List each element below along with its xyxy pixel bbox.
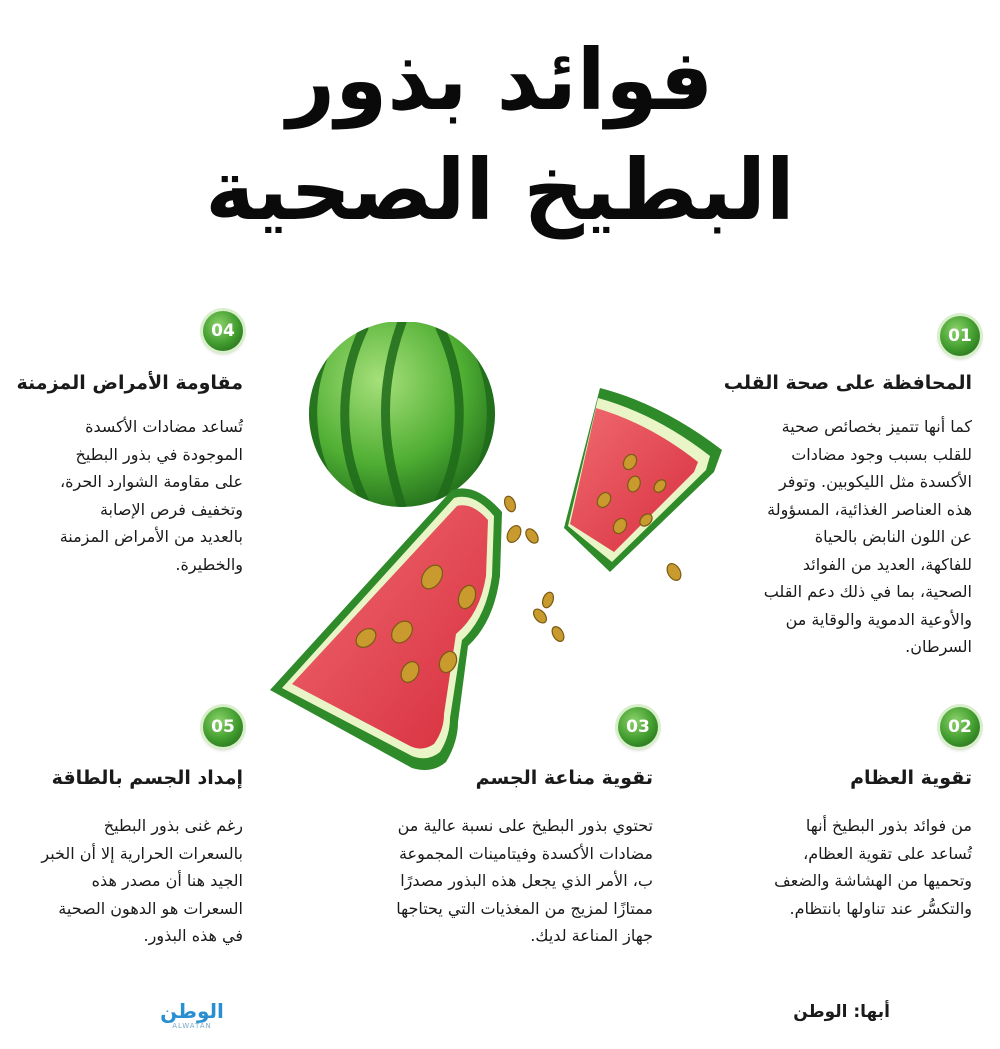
text-line: على مقاومة الشوارد الحرة، (59, 472, 243, 491)
text-line: تحتوي بذور البطيخ على نسبة عالية من (397, 816, 653, 835)
page-title-line-1: فوائد بذور (286, 31, 714, 129)
benefit-heading-04: مقاومة الأمراض المزمنة (16, 372, 243, 394)
text-line: جهاز المناعة لديك. (530, 926, 653, 945)
text-line: الأكسدة مثل الليكوبين. وتوفر (778, 472, 972, 491)
text-line: بالعديد من الأمراض المزمنة (59, 527, 243, 546)
benefit-badge-02: 02 (940, 707, 980, 747)
logo-arabic-text: الوطن (160, 999, 224, 1023)
text-line: والخطيرة. (175, 554, 243, 574)
text-line: هذه العناصر الغذائية، المسؤولة (767, 499, 972, 519)
text-line: كما أنها تتميز بخصائص صحية (781, 417, 972, 436)
text-line: وتخفيف فرص الإصابة (99, 499, 243, 519)
benefit-badge-01: 01 (940, 316, 980, 356)
small-slice-icon (564, 388, 722, 572)
source-credit: أبها: الوطن (793, 1002, 890, 1022)
text-line: والأوعية الدموية والوقاية من (785, 609, 972, 629)
text-line: والتكسُّر عند تناولها بانتظام. (789, 898, 972, 918)
page-title-line-2: البطيخ الصحية (205, 141, 795, 239)
text-line: السرطان. (905, 637, 972, 656)
text-line: تُساعد مضادات الأكسدة (85, 417, 243, 436)
benefit-text-03 (353, 812, 653, 950)
text-line: تُساعد على تقوية العظام، (803, 843, 972, 863)
alwatan-logo (160, 1000, 224, 1032)
large-slice-icon (270, 488, 502, 770)
benefit-text-05 (11, 812, 243, 950)
text-line: عن اللون النابض بالحياة (814, 527, 972, 546)
text-line: ممتازًا لمزيج من المغذيات التي يحتاجها (396, 898, 653, 918)
logo-latin-text: ALWATAN (172, 1022, 212, 1030)
text-line: الصحية، بما في ذلك دعم القلب (763, 582, 972, 601)
benefit-text-02 (722, 812, 972, 922)
text-line: مضادات الأكسدة وفيتامينات المجموعة (398, 843, 653, 863)
text-line: بالسعرات الحرارية إلا أن الخبر (41, 843, 243, 863)
text-line: السعرات هو الدهون الصحية (58, 898, 243, 918)
text-line: في هذه البذور. (143, 926, 243, 945)
watermelon-illustration (262, 322, 732, 792)
text-line: الجيد هنا أن مصدر هذه (91, 871, 243, 890)
benefit-text-01 (722, 413, 972, 661)
text-line: للقلب بسبب وجود مضادات (791, 444, 972, 464)
text-line: للفاكهة، العديد من الفوائد (802, 554, 972, 574)
benefit-heading-05: إمداد الجسم بالطاقة (51, 767, 243, 789)
whole-watermelon-icon (294, 322, 511, 507)
benefit-heading-01: المحافظة على صحة القلب (723, 372, 972, 394)
benefit-heading-02: تقوية العظام (850, 767, 972, 789)
text-line: وتحميها من الهشاشة والضعف (774, 871, 972, 890)
benefit-heading-03: تقوية مناعة الجسم (475, 767, 653, 789)
benefit-badge-05: 05 (203, 707, 243, 747)
text-line: ب، الأمر الذي يجعل هذه البذور مصدرًا (400, 871, 653, 890)
benefit-badge-04: 04 (203, 311, 243, 351)
benefit-badge-03: 03 (618, 707, 658, 747)
text-line: رغم غنى بذور البطيخ (103, 816, 243, 835)
text-line: الموجودة في بذور البطيخ (75, 444, 243, 464)
benefit-text-04 (11, 413, 243, 578)
text-line: من فوائد بذور البطيخ أنها (805, 816, 972, 835)
